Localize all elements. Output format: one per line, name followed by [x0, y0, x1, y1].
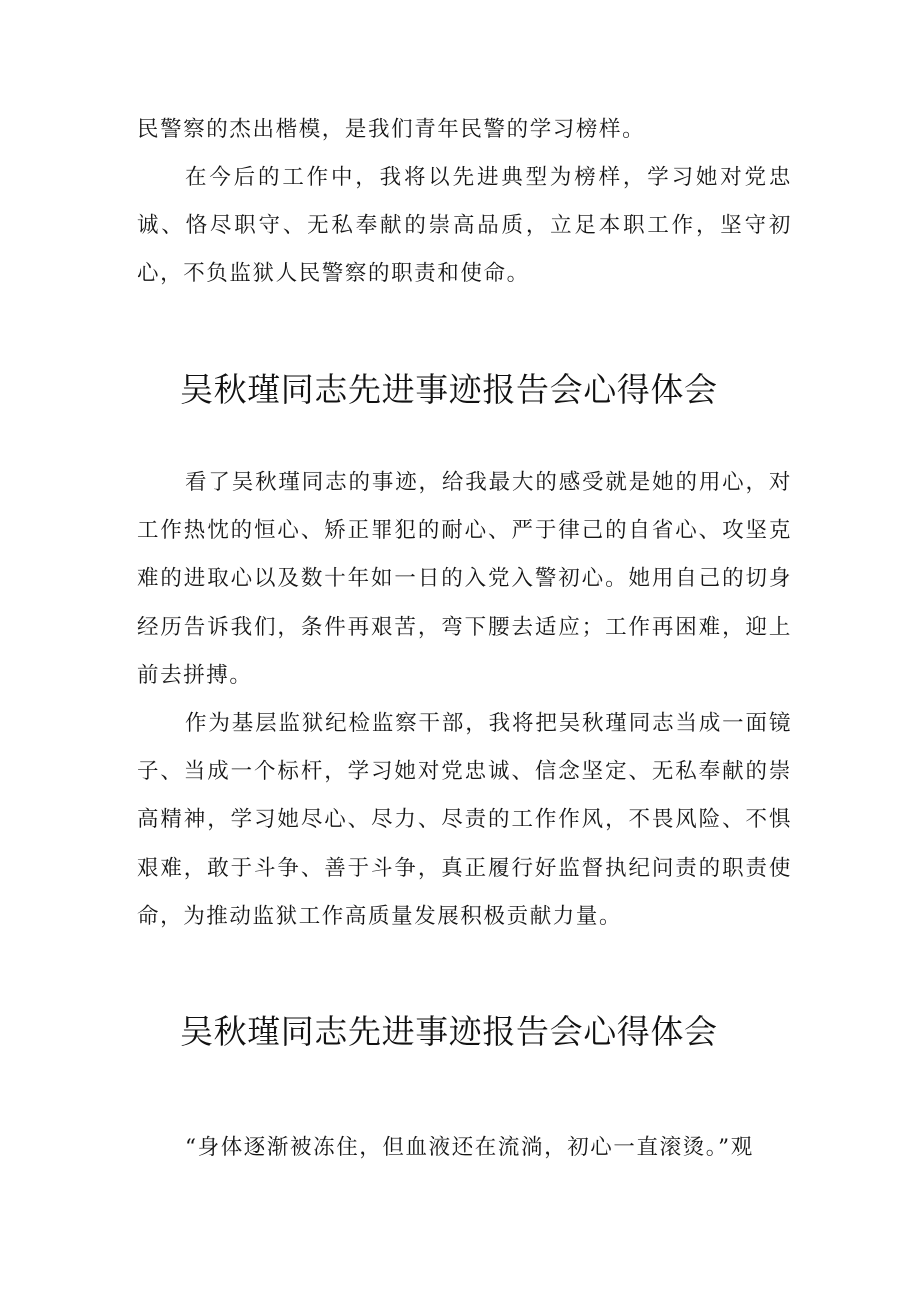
body-paragraph: 作为基层监狱纪检监察干部，我将把吴秋瑾同志当成一面镜子、当成一个标杆，学习她对党忠诚、信念坚定、无私奉献的崇高精神，学习她尽心、尽力、尽责的工作作风，不畏风险、不惧艰难，敢于斗争、善于斗争，真正履行好监督执纪问责的职责使命，为推动监狱工作高质量发展积极贡献力量。 [137, 711, 792, 929]
body-paragraph: “身体逐渐被冻住，但血液还在流淌，初心一直滚烫。”观 [185, 1135, 754, 1160]
body-paragraph: 民警察的杰出楷模，是我们青年民警的学习榜样。 [137, 117, 646, 142]
section-heading: 吴秋瑾同志先进事迹报告会心得体会 [180, 370, 718, 409]
section-heading: 吴秋瑾同志先进事迹报告会心得体会 [180, 1012, 718, 1051]
body-paragraph: 在今后的工作中，我将以先进典型为榜样，学习她对党忠诚、恪尽职守、无私奉献的崇高品质，立足本职工作，坚守初心，不负监狱人民警察的职责和使命。 [137, 165, 792, 287]
body-paragraph: 看了吴秋瑾同志的事迹，给我最大的感受就是她的用心，对工作热忱的恒心、矫正罪犯的耐心、严于律己的自省心、攻坚克难的进取心以及数十年如一日的入党入警初心。她用自己的切身经历告诉我们，条件再艰苦，弯下腰去适应；工作再困难，迎上前去拼搏。 [137, 470, 792, 688]
